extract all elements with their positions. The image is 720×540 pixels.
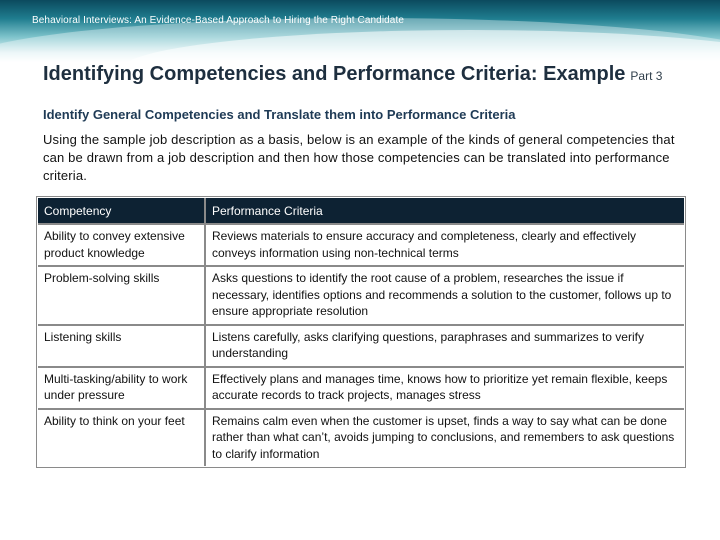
competency-cell: Listening skills [38, 325, 205, 367]
competency-cell: Ability to convey extensive product knowledge [38, 224, 205, 266]
slide-title [43, 63, 662, 86]
criteria-cell: Listens carefully, asks clarifying questions, paraphrases and summarizes to verify understanding [205, 325, 684, 367]
table-row [38, 325, 684, 367]
table-row [38, 224, 684, 266]
slide-part-label: Part 3 [630, 69, 663, 83]
header-banner [0, 0, 720, 62]
presentation-title: Behavioral Interviews: An Evidence-Based Approach to Hiring the Right Candidate [32, 15, 405, 26]
criteria-cell: Remains calm even when the customer is upset, finds a way to say what can be done rather than what can’t, avoids jumping to conclusions, and remembers to ask questions to clarify information [205, 409, 684, 467]
header-competency: Competency [38, 198, 205, 224]
header-performance-criteria: Performance Criteria [205, 198, 684, 224]
criteria-cell: Asks questions to identify the root cause of a problem, researches the issue if necessary, identifies options and recommends a solution to the customer, follows up to ensure appropriate resolution [205, 266, 684, 325]
competency-cell: Problem-solving skills [38, 266, 205, 325]
slide-subtitle: Identify General Competencies and Translate them into Performance Criteria [43, 107, 516, 122]
criteria-cell: Reviews materials to ensure accuracy and completeness, clearly and effectively conveys information using non-technical terms [205, 224, 684, 266]
criteria-cell: Effectively plans and manages time, knows how to prioritize yet remain flexible, keeps accurate records to track projects, manages stress [205, 367, 684, 409]
table-row [38, 367, 684, 409]
competency-cell: Multi-tasking/ability to work under pressure [38, 367, 205, 409]
competency-table [38, 198, 684, 466]
intro-paragraph: Using the sample job description as a basis, below is an example of the kinds of general competencies that can be drawn from a job description and then how those competencies can be translated into performance criteria. [43, 132, 675, 183]
competency-cell: Ability to think on your feet [38, 409, 205, 467]
slide-title-text: Identifying Competencies and Performance Criteria: Example [43, 63, 626, 85]
table-header-row [38, 198, 684, 224]
table-row [38, 409, 684, 467]
competency-table-frame [36, 196, 686, 468]
table-row [38, 266, 684, 325]
